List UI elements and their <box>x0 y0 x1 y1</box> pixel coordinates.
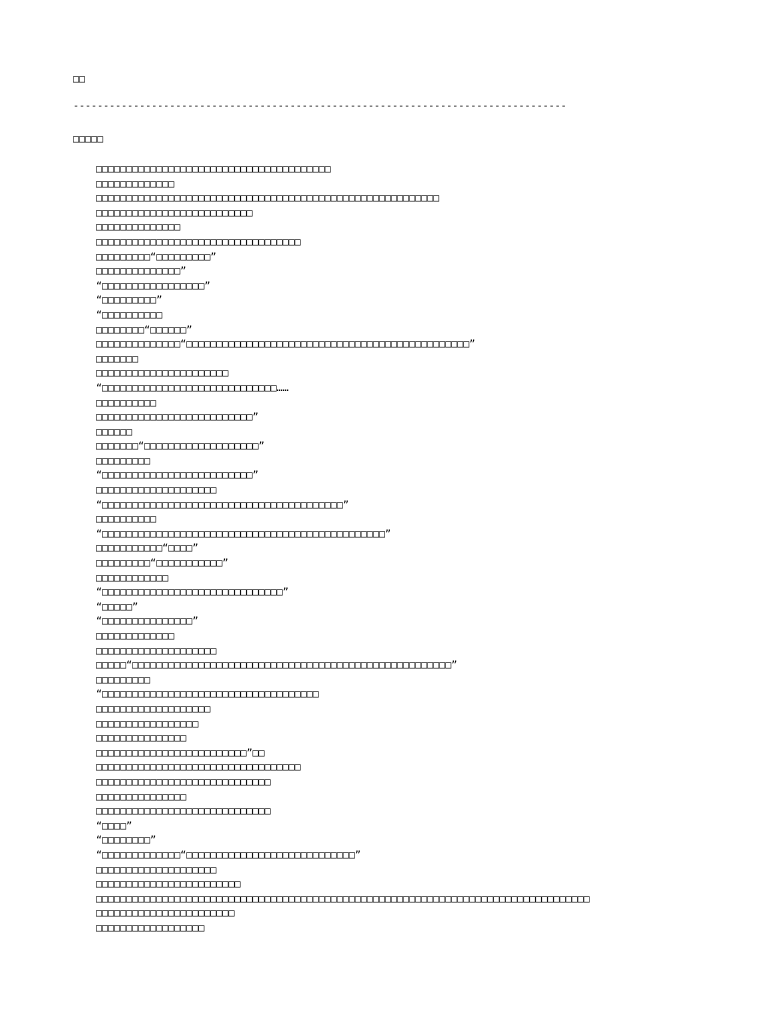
text-line: □□□□□□□□□□□□□□□□□□ <box>96 922 205 934</box>
text-line: □□□□□□□□□“□□□□□□□□□□□” <box>96 558 229 570</box>
text-line: “□□□□□□□□□□□□□□□□□□□□□□□□□□□□□□□□□□□□□□□□” <box>96 499 349 511</box>
separator-rule: ---------------------------------------------------------------------------------- <box>73 101 567 112</box>
text-line: □□□□□□□□□□□□□□□□□□□□□□□□□□□□□□□□□□□□□□□□□□□□□□□□□□□□□□□□□□□□□□□□□□□□□□□□□□□□□□□□□□ <box>96 893 590 905</box>
text-line: “□□□□□□□□□□ <box>96 309 163 321</box>
text-line: □□□□□□□□□□□□□□□□□□□□ <box>96 485 217 497</box>
text-line: “□□□□” <box>96 820 133 832</box>
text-line: □□□□□“□□□□□□□□□□□□□□□□□□□□□□□□□□□□□□□□□□□□□□□□□□□□□□□□□□□□□” <box>96 660 458 672</box>
text-line: “□□□□□□□□□□□□□□□□□□□□□□□□□□□□□□□□□□□□ <box>96 689 319 701</box>
text-line: □□□□□□□□□□□□□□□□□□□□□□ <box>96 368 229 380</box>
text-line: □□□□□□□□□□□□ <box>96 572 169 584</box>
text-line: □□□□□□□“□□□□□□□□□□□□□□□□□□□” <box>96 441 265 453</box>
text-line: □□□□□□□□□□□□□□ <box>96 222 181 234</box>
text-line: □□□□□□□□□□□□□□□□□□□□□□□□□□□□□ <box>96 776 271 788</box>
text-line: □□□□□□□□□□□□□□□□□□□□ <box>96 864 217 876</box>
text-line: “□□□□□□□□□□□□□□□□□□□□□□□□□” <box>96 470 259 482</box>
text-line: □□□□□□□□□□□□□□□□□□□ <box>96 703 211 715</box>
text-line: “□□□□□□□□□□□□□□□□□□□□□□□□□□□□□…… <box>96 382 289 394</box>
text-line: “□□□□□□□□” <box>96 835 157 847</box>
document-subtitle: □□□□□ <box>73 134 104 145</box>
text-line: □□□□□□□□□□□□□□□□□□□□□□□□□□□□□□□□□□□□□□□□□□□□□□□□□□□□□□□□□ <box>96 193 440 205</box>
text-line: □□□□□□□□□□□□□□□□□□□□□□□□□”□□ <box>96 747 265 759</box>
text-line: □□□□□□□□□□□□□□□□□□□□□□□□□□□□□□□□□□ <box>96 762 301 774</box>
text-line: “□□□□□□□□□□□□□□□□□□□□□□□□□□□□□□□□□□□□□□□□□□□□□□□” <box>96 528 392 540</box>
text-line: □□□□□□□□□□□□□□□□□□□□□□□□□□ <box>96 207 253 219</box>
text-line: □□□□□□□□□□□□□□□□□ <box>96 718 199 730</box>
text-line: “□□□□□□□□□□□□□“□□□□□□□□□□□□□□□□□□□□□□□□□□□□” <box>96 849 361 861</box>
text-line: □□□□□□□□□□□□□□” <box>96 266 187 278</box>
text-line: □□□□□□□□“□□□□□□” <box>96 324 193 336</box>
text-line: □□□□□□□□□□□□□□□□□□□□□□□□ <box>96 879 241 891</box>
text-line: □□□□□□□□□□□□□□□ <box>96 791 187 803</box>
text-line: □□□□□□□□□□□□□□□ <box>96 733 187 745</box>
text-line: □□□□□□□□□□ <box>96 514 157 526</box>
text-line: □□□□□□□□□“□□□□□□□□□” <box>96 251 217 263</box>
text-line: □□□□□□□□□□□□□□□□□□□□□□□□□□” <box>96 412 259 424</box>
text-line: “□□□□□□□□□” <box>96 295 163 307</box>
text-line: “□□□□□□□□□□□□□□□” <box>96 616 199 628</box>
text-line: “□□□□□” <box>96 601 139 613</box>
text-line: □□□□□□ <box>96 426 133 438</box>
text-line: □□□□□□□□□ <box>96 455 151 467</box>
text-line: □□□□□□□□□□□“□□□□” <box>96 543 199 555</box>
text-line: “□□□□□□□□□□□□□□□□□” <box>96 280 211 292</box>
text-line: □□□□□□□□□ <box>96 674 151 686</box>
text-line: □□□□□□□□□□□□□□□□□□□□□□□□□□□□□□□□□□□□□□□ <box>96 164 331 175</box>
text-line: □□□□□□□□□□□□□□“□□□□□□□□□□□□□□□□□□□□□□□□□□□□□□□□□□□□□□□□□□□□□□□” <box>96 339 476 351</box>
text-line: □□□□□□□□□□□□□□□□□□□□□□□□□□□□□□□□□□ <box>96 236 301 248</box>
text-line: □□□□□□□□□□ <box>96 397 157 409</box>
text-line: □□□□□□□□□□□□□ <box>96 178 175 190</box>
text-line: □□□□□□□□□□□□□ <box>96 631 175 642</box>
text-line: □□□□□□□ <box>96 353 139 365</box>
text-line: □□□□□□□□□□□□□□□□□□□□□□□ <box>96 908 235 920</box>
text-line: “□□□□□□□□□□□□□□□□□□□□□□□□□□□□□□” <box>96 587 289 599</box>
document-title: □□ <box>73 74 86 85</box>
document-body <box>96 163 756 936</box>
text-line: □□□□□□□□□□□□□□□□□□□□ <box>96 645 217 657</box>
text-line: □□□□□□□□□□□□□□□□□□□□□□□□□□□□□ <box>96 806 271 818</box>
